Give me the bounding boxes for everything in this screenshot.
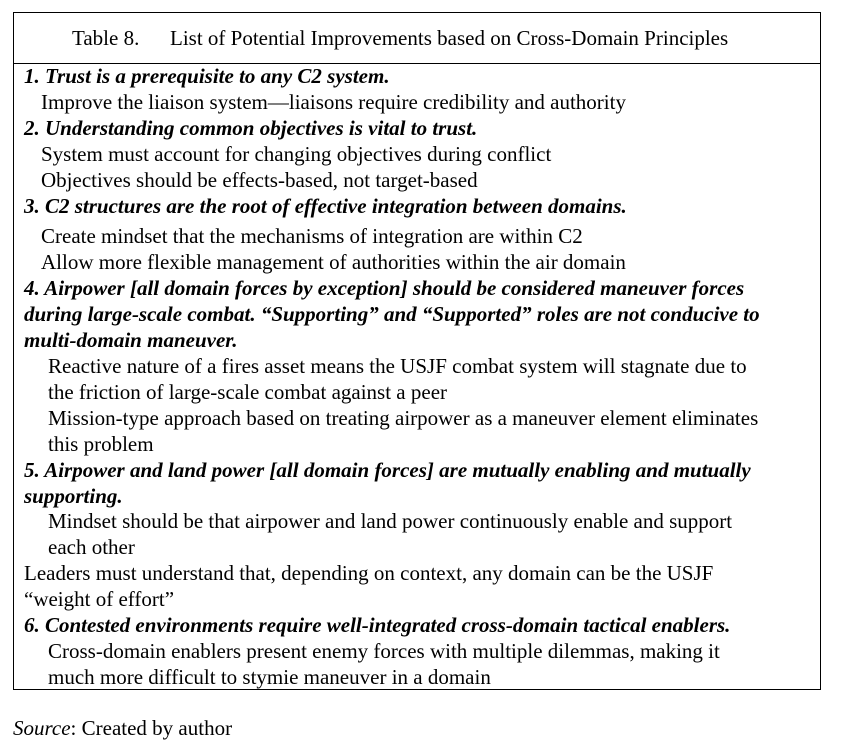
- improvement-item: Objectives should be effects-based, not target-based: [41, 167, 478, 192]
- principle-heading-continued: multi-domain maneuver.: [24, 328, 238, 353]
- principle-heading: 6. Contested environments require well-integrated cross-domain tactical enablers.: [24, 613, 731, 638]
- principle-heading: 5. Airpower and land power [all domain forces] are mutually enabling and mutually: [24, 457, 751, 482]
- principle-heading: 4. Airpower [all domain forces by exception] should be considered maneuver forces: [24, 276, 745, 301]
- improvement-item: Allow more flexible management of authorities within the air domain: [41, 250, 626, 275]
- table-body: [14, 64, 820, 691]
- improvement-item-continued: each other: [48, 535, 135, 560]
- improvement-item: Leaders must understand that, depending on context, any domain can be the USJF: [24, 561, 714, 586]
- improvement-item-continued: this problem: [48, 431, 154, 456]
- improvements-table: [13, 12, 821, 690]
- improvement-item-continued: much more difficult to stymie maneuver in a domain: [48, 664, 491, 689]
- improvement-item: Improve the liaison system—liaisons require credibility and authority: [41, 89, 626, 114]
- improvement-item: Mindset should be that airpower and land power continuously enable and support: [48, 509, 733, 534]
- source-note: [13, 716, 232, 741]
- source-text: : Created by author: [70, 716, 233, 740]
- improvement-item-continued: “weight of effort”: [24, 587, 175, 612]
- source-label: Source: [13, 716, 71, 740]
- improvement-item: Cross-domain enablers present enemy forces with multiple dilemmas, making it: [48, 638, 720, 663]
- improvement-item: System must account for changing objectives during conflict: [41, 141, 552, 166]
- table-caption: [14, 13, 820, 64]
- principle-heading-continued: during large-scale combat. “Supporting” and “Supported” roles are not conducive to: [24, 302, 760, 327]
- improvement-item: Create mindset that the mechanisms of integration are within C2: [41, 224, 583, 249]
- improvement-item: Mission-type approach based on treating airpower as a maneuver element eliminates: [48, 405, 759, 430]
- improvement-item: Reactive nature of a fires asset means the USJF combat system will stagnate due to: [48, 353, 747, 378]
- table-title: List of Potential Improvements based on Cross-Domain Principles: [170, 26, 729, 50]
- table-number: Table 8.: [72, 26, 140, 50]
- improvement-item-continued: the friction of large-scale combat against a peer: [48, 379, 448, 404]
- principle-heading-continued: supporting.: [24, 483, 123, 508]
- principle-heading: 1. Trust is a prerequisite to any C2 system.: [24, 64, 390, 88]
- principle-heading: 3. C2 structures are the root of effective integration between domains.: [24, 193, 627, 218]
- principle-heading: 2. Understanding common objectives is vital to trust.: [24, 115, 478, 140]
